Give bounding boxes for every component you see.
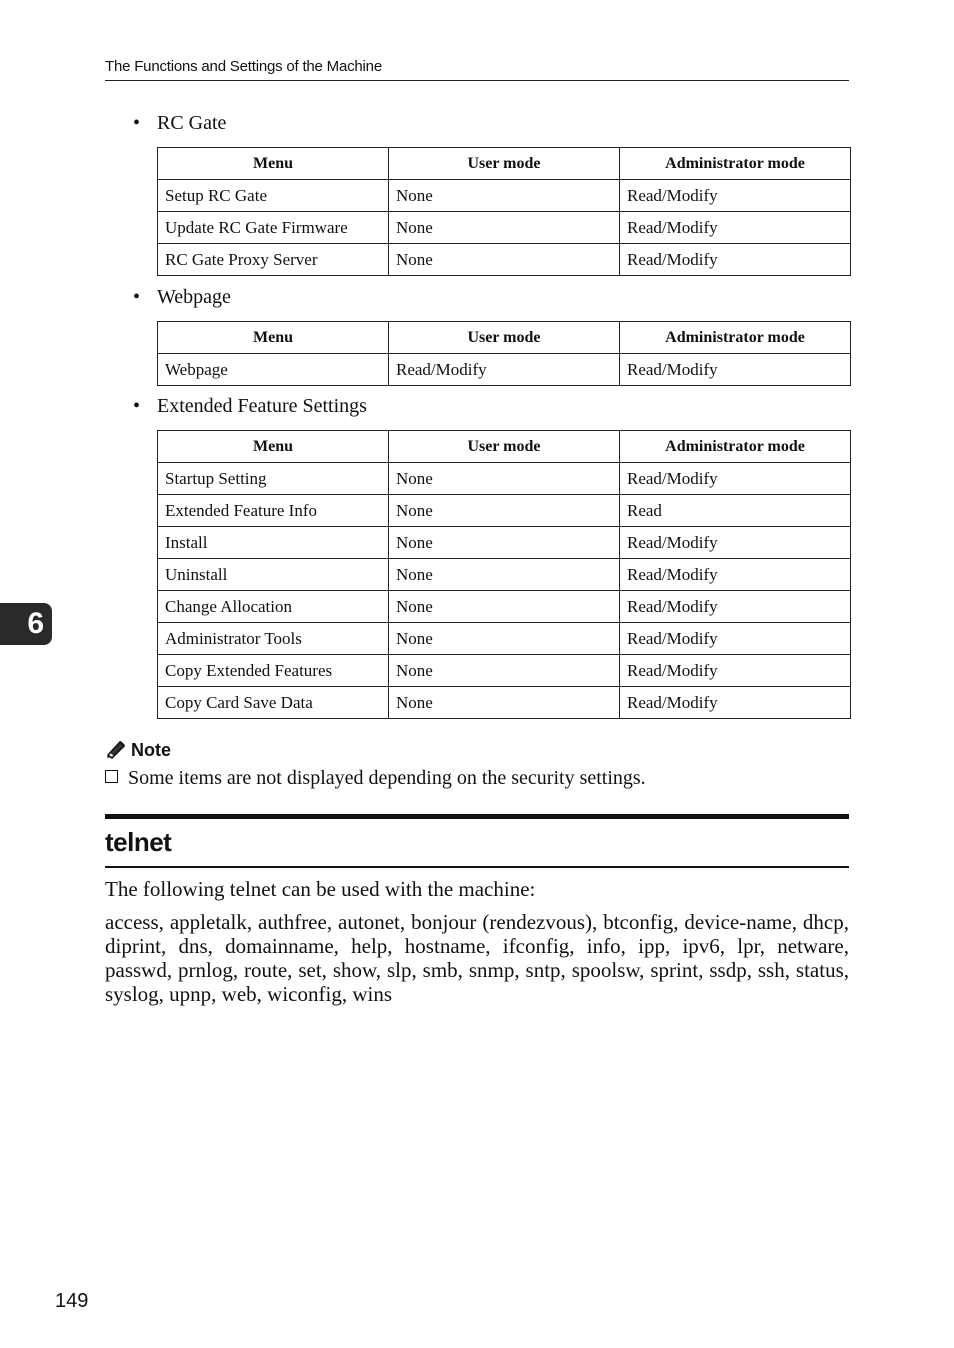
cell-menu: RC Gate Proxy Server bbox=[158, 244, 389, 276]
telnet-intro: The following telnet can be used with the machine: bbox=[105, 877, 536, 901]
bullet-dot-icon: • bbox=[133, 286, 141, 308]
cell-menu: Install bbox=[158, 527, 389, 559]
table-header-row bbox=[158, 431, 851, 463]
cell-admin-mode: Read/Modify bbox=[620, 354, 851, 386]
table-row bbox=[158, 591, 851, 623]
bullet-label: Webpage bbox=[157, 286, 231, 308]
table-row bbox=[158, 655, 851, 687]
table-row bbox=[158, 180, 851, 212]
column-header-user-mode: User mode bbox=[389, 322, 620, 354]
cell-admin-mode: Read/Modify bbox=[620, 687, 851, 719]
column-header-admin-mode: Administrator mode bbox=[620, 322, 851, 354]
cell-menu: Copy Extended Features bbox=[158, 655, 389, 687]
cell-menu: Update RC Gate Firmware bbox=[158, 212, 389, 244]
cell-user-mode: None bbox=[389, 212, 620, 244]
permissions-table-rc-gate bbox=[157, 147, 851, 276]
cell-menu: Extended Feature Info bbox=[158, 495, 389, 527]
cell-menu: Uninstall bbox=[158, 559, 389, 591]
section-rule-top bbox=[105, 814, 849, 819]
table-row bbox=[158, 623, 851, 655]
cell-menu: Startup Setting bbox=[158, 463, 389, 495]
note-item bbox=[105, 765, 646, 791]
bullet-webpage bbox=[133, 285, 231, 309]
cell-admin-mode: Read/Modify bbox=[620, 591, 851, 623]
bullet-label: Extended Feature Settings bbox=[157, 395, 367, 417]
pencil-icon bbox=[105, 739, 127, 759]
page-number: 149 bbox=[55, 1290, 89, 1312]
permissions-table-extended-features bbox=[157, 430, 851, 719]
cell-admin-mode: Read/Modify bbox=[620, 180, 851, 212]
column-header-user-mode: User mode bbox=[389, 431, 620, 463]
column-header-admin-mode: Administrator mode bbox=[620, 148, 851, 180]
table-row bbox=[158, 559, 851, 591]
bullet-dot-icon: • bbox=[133, 112, 141, 134]
column-header-menu: Menu bbox=[158, 148, 389, 180]
section-rule-bottom bbox=[105, 866, 849, 868]
table-row bbox=[158, 212, 851, 244]
bullet-label: RC Gate bbox=[157, 112, 227, 134]
cell-user-mode: None bbox=[389, 623, 620, 655]
table-row bbox=[158, 687, 851, 719]
table-row bbox=[158, 354, 851, 386]
checkbox-bullet-icon bbox=[105, 770, 118, 783]
cell-user-mode: None bbox=[389, 180, 620, 212]
column-header-user-mode: User mode bbox=[389, 148, 620, 180]
cell-admin-mode: Read/Modify bbox=[620, 623, 851, 655]
running-header bbox=[105, 56, 849, 81]
running-header-title: The Functions and Settings of the Machine bbox=[105, 58, 382, 75]
table-header-row bbox=[158, 322, 851, 354]
cell-menu: Webpage bbox=[158, 354, 389, 386]
chapter-tab: 6 bbox=[0, 603, 52, 645]
cell-user-mode: None bbox=[389, 463, 620, 495]
cell-admin-mode: Read bbox=[620, 495, 851, 527]
bullet-rc-gate bbox=[133, 111, 226, 135]
cell-user-mode: Read/Modify bbox=[389, 354, 620, 386]
note-heading-label: Note bbox=[131, 740, 171, 760]
cell-menu: Change Allocation bbox=[158, 591, 389, 623]
cell-user-mode: None bbox=[389, 495, 620, 527]
table-row bbox=[158, 495, 851, 527]
cell-admin-mode: Read/Modify bbox=[620, 463, 851, 495]
note-item-text: Some items are not displayed depending on the security settings. bbox=[128, 767, 646, 789]
cell-user-mode: None bbox=[389, 687, 620, 719]
bullet-dot-icon: • bbox=[133, 395, 141, 417]
column-header-menu: Menu bbox=[158, 322, 389, 354]
cell-admin-mode: Read/Modify bbox=[620, 244, 851, 276]
permissions-table-webpage bbox=[157, 321, 851, 386]
cell-user-mode: None bbox=[389, 591, 620, 623]
cell-user-mode: None bbox=[389, 244, 620, 276]
cell-admin-mode: Read/Modify bbox=[620, 655, 851, 687]
column-header-admin-mode: Administrator mode bbox=[620, 431, 851, 463]
cell-user-mode: None bbox=[389, 527, 620, 559]
cell-admin-mode: Read/Modify bbox=[620, 559, 851, 591]
note-heading bbox=[105, 737, 171, 763]
cell-menu: Setup RC Gate bbox=[158, 180, 389, 212]
cell-user-mode: None bbox=[389, 655, 620, 687]
cell-admin-mode: Read/Modify bbox=[620, 527, 851, 559]
table-header-row bbox=[158, 148, 851, 180]
table-row bbox=[158, 463, 851, 495]
cell-menu: Administrator Tools bbox=[158, 623, 389, 655]
telnet-command-list: access, appletalk, authfree, autonet, bonjour (rendezvous), btconfig, device-name, dhcp, diprint, dns, domainname, help, hostname, ifconfig, info, ipp, ipv6, lpr, netware, passwd, prnlog, route, set, show, slp, smb, snmp, sntp, spoolsw, sprint, ssdp, ssh, status, syslog, upnp, web, wiconfig, wins bbox=[105, 910, 849, 1006]
column-header-menu: Menu bbox=[158, 431, 389, 463]
section-title: telnet bbox=[105, 827, 172, 857]
cell-user-mode: None bbox=[389, 559, 620, 591]
bullet-extended-feature-settings bbox=[133, 394, 367, 418]
table-row bbox=[158, 244, 851, 276]
table-row bbox=[158, 527, 851, 559]
cell-menu: Copy Card Save Data bbox=[158, 687, 389, 719]
cell-admin-mode: Read/Modify bbox=[620, 212, 851, 244]
